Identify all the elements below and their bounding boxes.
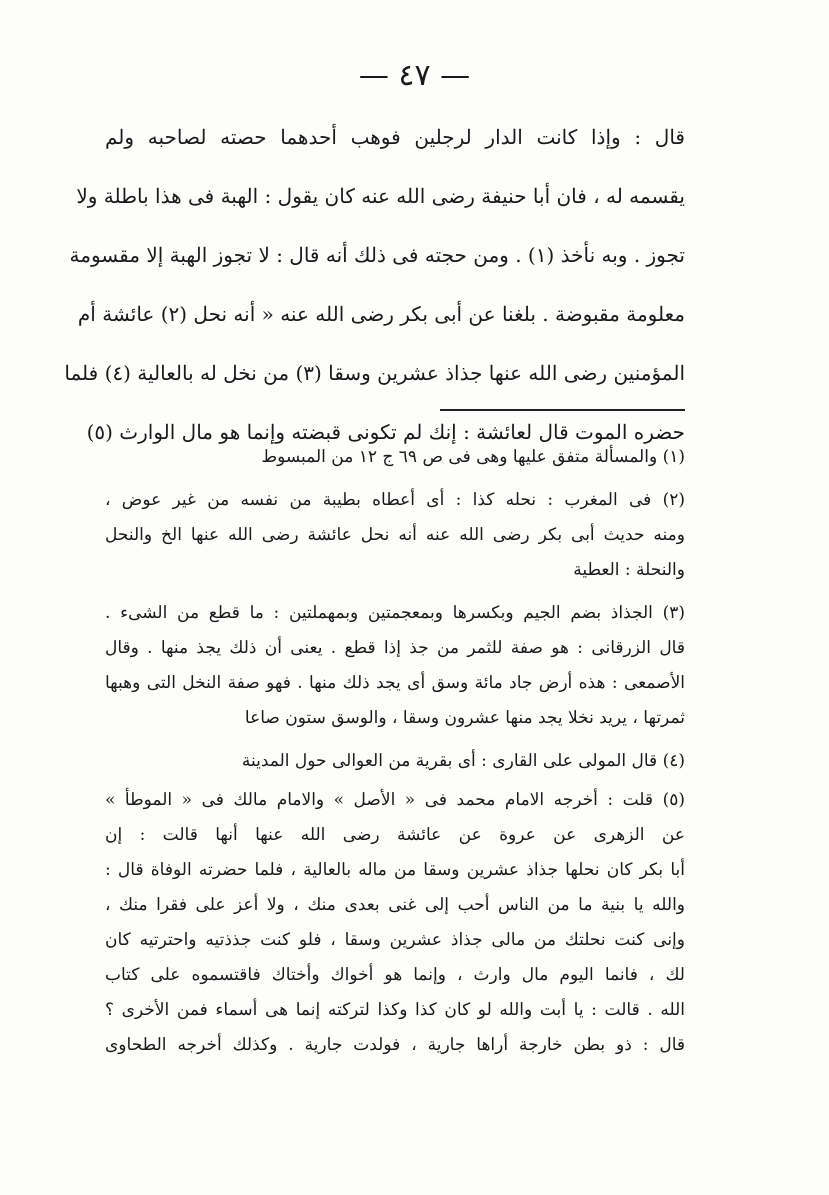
footnote-1	[105, 440, 685, 475]
footnote-line: الله . قالت : يا أبت والله لو كان كذا وكذا لتركته إنما هى أسماء فمن الأخرى ؟	[105, 1000, 685, 1020]
footnote-3	[105, 596, 685, 736]
footnote-line: (١) والمسألة متفق عليها وهى فى ص ٦٩ ج ١٢ من المبسوط	[261, 447, 685, 467]
footnote-line: (٢) فى المغرب : نحله كذا : أى أعطاه بطيبة من نفسه من غير عوض ،	[105, 490, 685, 510]
footnote-line: ومنه حديث أبى بكر رضى الله عنه أنه نحل عائشة رضى الله عنها الخ والنحل	[105, 525, 685, 545]
footnote-line: (٣) الجذاذ بضم الجيم وبكسرها وبمعجمتين وبمهملتين : ما قطع من الشىء .	[105, 603, 685, 623]
footnote-5	[105, 783, 685, 1063]
footnote-line: قال : ذو بطن خارجة أراها جارية ، فولدت جارية . وكذلك أخرجه الطحاوى	[105, 1035, 685, 1055]
footnote-line: والله يا بنية ما من الناس أحب إلى غنى بعدى منك ، ولا أعز على فقرا منك ،	[105, 895, 685, 915]
footnote-line: أبا بكر كان نحلها جذاذ عشرين وسقا من ماله بالعالية ، فلما حضرته الوفاة قال :	[105, 860, 685, 880]
footnote-line: ثمرتها ، يريد نخلا يجد منها عشرون وسقا ، والوسق ستون صاعا	[244, 708, 685, 728]
footnote-line: قال الزرقانى : هو صفة للثمر من جذ إذا قطع . يعنى أن ذلك يجذ منها . وقال	[105, 638, 685, 658]
footnote-line: (٤) قال المولى على القارى : أى بقرية من العوالى حول المدينة	[241, 751, 685, 771]
text-line: قال : وإذا كانت الدار لرجلين فوهب أحدهما حصته لصاحبه ولم	[105, 125, 685, 149]
footnote-4	[105, 744, 685, 779]
footnotes	[105, 440, 685, 1071]
footnote-divider	[440, 409, 685, 411]
text-line: المؤمنين رضى الله عنها جذاذ عشرين وسقا (٣) من نخل له بالعالية (٤) فلما	[64, 361, 685, 385]
footnote-line: لك ، فانما اليوم مال وارث ، وإنما هو أخواك وأختاك فاقتسموه على كتاب	[105, 965, 685, 985]
footnote-line: والنحلة : العطية	[573, 560, 685, 580]
footnote-line: (٥) قلت : أخرجه الامام محمد فى « الأصل » والامام مالك فى « الموطأ »	[105, 790, 685, 810]
footnote-line: وإنى كنت نحلتك من مالى جذاذ عشرين وسقا ، فلو كنت جذذتيه واحترتيه كان	[105, 930, 685, 950]
text-line: يقسمه له ، فان أبا حنيفة رضى الله عنه كان يقول : الهبة فى هذا باطلة ولا	[76, 184, 685, 208]
text-line: حضره الموت قال لعائشة : إنك لم تكونى قبضته وإنما هو مال الوارث (٥)	[86, 420, 685, 444]
footnote-2	[105, 483, 685, 588]
footnote-line: عن الزهرى عن عروة عن عائشة رضى الله عنها أنها قالت : إن	[105, 825, 685, 845]
page-number: — ٤٧ —	[358, 58, 471, 93]
text-line: تجوز . وبه نأخذ (١) . ومن حجته فى ذلك أنه قال : لا تجوز الهبة إلا مقسومة	[69, 243, 685, 267]
footnote-line: الأصمعى : هذه أرض جاد مائة وسق أى يجد ذلك منها . فهو صفة النخل التى وهبها	[105, 673, 685, 693]
text-line: معلومة مقبوضة . بلغنا عن أبى بكر رضى الله عنه « أنه نحل (٢) عائشة أم	[77, 302, 685, 326]
